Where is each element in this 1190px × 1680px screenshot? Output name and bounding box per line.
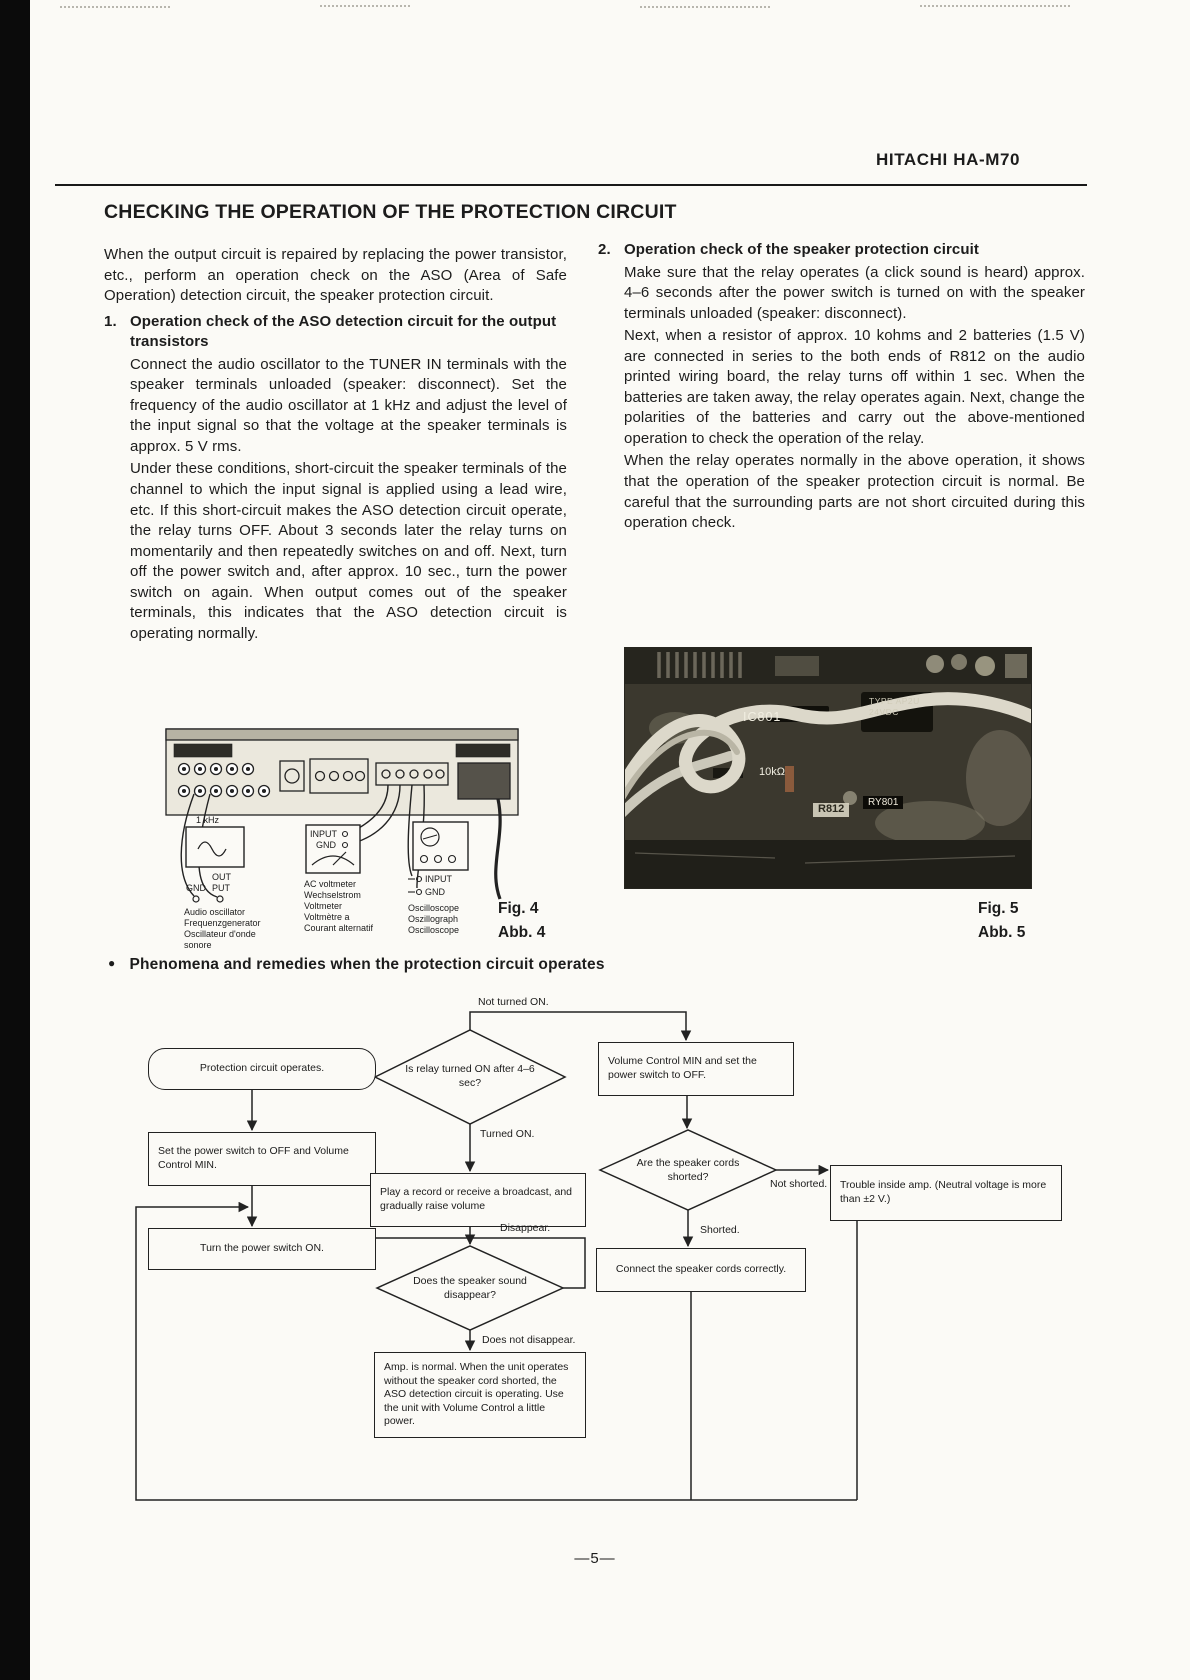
section2-paragraph-3: When the relay operates normally in the above operation, it shows that the operation of the speaker protection circuit is normal. Be careful that the surrounding parts are not short circuited during this operation check. [624, 452, 1085, 532]
voltmeter-caption-1: AC voltmeter [304, 879, 357, 889]
bullet-icon: ● [108, 956, 116, 970]
flow-node-trouble: Trouble inside amp. (Neutral voltage is more than ±2 V.) [830, 1165, 1062, 1221]
oscillator-freq-label: 1 kHz [196, 815, 220, 825]
oscilloscope-input-label: INPUT [425, 874, 452, 884]
fig4-caption-en: Fig. 4 [498, 900, 539, 917]
fig4-caption-de: Abb. 4 [498, 924, 546, 942]
oscilloscope-caption-2: Oszillograph [408, 914, 459, 924]
oscillator-caption-3: Oscillateur d'onde [184, 929, 256, 939]
section2-title: Operation check of the speaker protection circuit [624, 241, 979, 258]
voltmeter-caption-3: Voltmeter [304, 901, 343, 911]
oscillator-caption-2: Frequenzgenerator [184, 918, 261, 928]
oscillator-caption-4: sonore [184, 940, 212, 950]
voltmeter-caption-5: Courant alternatif [304, 923, 374, 933]
flow-label-shorted: Shorted. [700, 1224, 740, 1236]
oscilloscope-caption-1: Oscilloscope [408, 903, 460, 913]
section1-paragraph-1: Connect the audio oscillator to the TUNER IN terminals with the speaker terminals unloaded (speaker: disconnect). Set the frequency of the audio oscillator at 1 kHz and adjust the level of the input signal so that the voltage at the speaker terminals is approx. 5 V rms. [130, 355, 567, 455]
oscilloscope-gnd-label: GND [425, 887, 445, 897]
flow-label-disappear: Disappear. [500, 1222, 551, 1234]
section1-number: 1. [104, 312, 117, 330]
section1-title: Operation check of the ASO detection circuit for the output transistors [130, 312, 557, 351]
voltmeter-gnd-label: GND [316, 840, 336, 850]
flowchart-heading-text: Phenomena and remedies when the protection circuit operates [129, 956, 605, 973]
flow-node-cords-question: Are the speaker cords shorted? [636, 1157, 740, 1183]
oscilloscope-caption-3: Oscilloscope [408, 925, 460, 935]
section1-paragraph-2: Under these conditions, short-circuit the speaker terminals of the channel to which the input signal is applied using a lead wire, etc. If this short-circuit makes the ASO detection circuit operate, the relay turns OFF. About 3 seconds later the relay turns on momentarily and then repeatedly switches on and off. Next, turn off the power switch and, after approx. 10 sec., turn the power switch on again. When output comes out of the speaker terminals, this indicates that the ASO detection circuit is operating normally. [130, 460, 567, 642]
flow-node-power-on: Turn the power switch ON. [148, 1228, 376, 1270]
flow-node-connect: Connect the speaker cords correctly. [596, 1248, 806, 1292]
flow-label-not-disappear: Does not disappear. [482, 1334, 576, 1346]
page-number: —5— [574, 1550, 616, 1567]
fig5-anno-relay-type-line2: 24VDC [869, 707, 899, 718]
fig5-anno-10kohm: 10kΩ [759, 766, 785, 778]
voltmeter-caption-2: Wechselstrom [304, 890, 361, 900]
document-brand: HITACHI HA-M70 [876, 150, 1021, 169]
section2-number: 2. [598, 241, 611, 258]
fig5-anno-ic801: IC801 [743, 710, 782, 724]
flow-label-not-turned-on: Not turned ON. [478, 996, 549, 1008]
oscillator-out-label: OUT [212, 872, 231, 882]
fig5-anno-ry801: RY801 [863, 796, 903, 809]
flow-label-not-shorted: Not shorted. [770, 1178, 828, 1190]
oscillator-caption-1: Audio oscillator [184, 907, 246, 917]
flow-node-normal: Amp. is normal. When the unit operates without the speaker cord shorted, the ASO detection circuit is operating. Use the unit with Volume Control a little power. [374, 1352, 586, 1438]
flow-node-start: Protection circuit operates. [148, 1048, 376, 1090]
oscillator-gnd-label: GND [186, 883, 206, 893]
flow-node-set-off: Set the power switch to OFF and Volume Control MIN. [148, 1132, 376, 1186]
flow-node-relay-question: Is relay turned ON after 4–6 sec? [405, 1063, 535, 1089]
fig5-anno-relay-type [869, 696, 920, 719]
page-title: CHECKING THE OPERATION OF THE PROTECTION CIRCUIT [104, 201, 677, 223]
voltmeter-input-label: INPUT [310, 829, 337, 839]
oscillator-put-label: PUT [212, 883, 230, 893]
fig5-caption-en: Fig. 5 [978, 900, 1019, 917]
fig5-caption-de: Abb. 5 [978, 924, 1026, 942]
section2-paragraph-2: Next, when a resistor of approx. 10 kohms and 2 batteries (1.5 V) are connected in series to the both ends of R812 on the audio printed wiring board, the relay turns off within 1 sec. When the batteries are taken away, the relay operates again. Next, change the polarities of the batteries and carry out the above-mentioned operation to check the operation of the relay. [624, 327, 1085, 447]
section2-paragraph-1: Make sure that the relay operates (a click sound is heard) approx. 4–6 seconds after the power switch is turned on with the speaker terminals unloaded (speaker: disconnect). [624, 263, 1085, 322]
flow-node-play: Play a record or receive a broadcast, and gradually raise volume [370, 1173, 586, 1227]
voltmeter-caption-4: Voltmètre a [304, 912, 350, 922]
flow-label-turned-on: Turned ON. [480, 1128, 535, 1140]
fig5-anno-relay-type-line1: TYPE AP2U [869, 696, 920, 706]
intro-paragraph: When the output circuit is repaired by replacing the power transistor, etc., perform an operation check on the ASO (Area of Safe Operation) detection circuit, the speaker protection circuit. [104, 246, 567, 305]
flow-node-volume-off: Volume Control MIN and set the power switch to OFF. [598, 1042, 794, 1096]
flow-node-sound-question: Does the speaker sound disappear? [413, 1275, 527, 1301]
fig5-anno-r812: R812 [818, 803, 845, 815]
